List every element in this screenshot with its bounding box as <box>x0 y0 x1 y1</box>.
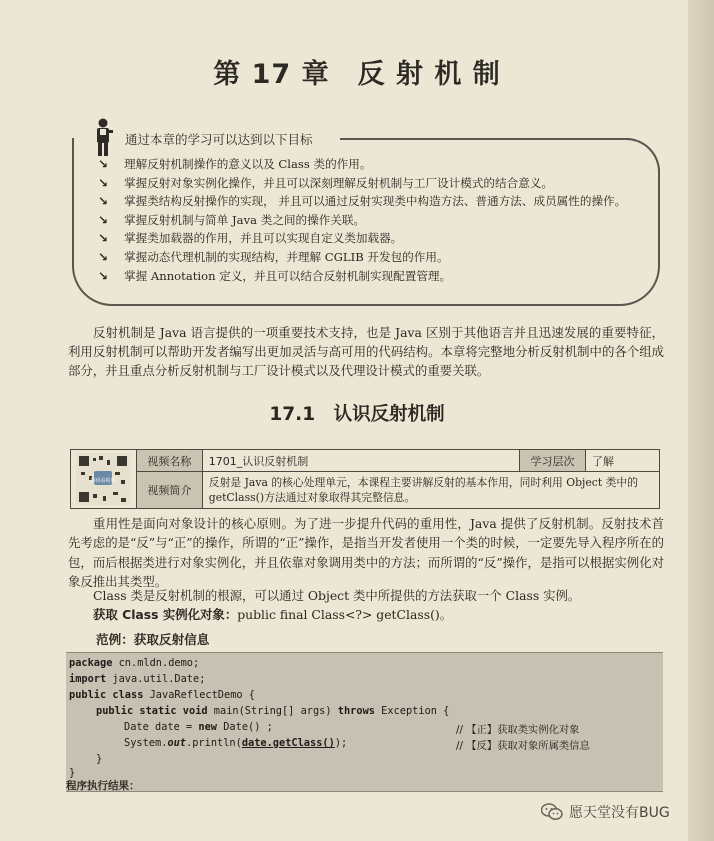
video-level-label: 学习层次 <box>520 450 586 472</box>
goals-frame-topline <box>340 138 630 140</box>
goal-text: 理解反射机制操作的意义以及 Class 类的作用。 <box>124 157 372 171</box>
goal-item <box>98 211 643 230</box>
arrow-bullet-icon: ↘ <box>98 212 109 227</box>
code-line: package cn.mldn.demo; <box>69 657 200 669</box>
goal-text: 掌握类加载器的作用，并且可以实现自定义类加载器。 <box>124 231 403 246</box>
goal-item <box>98 192 643 211</box>
goals-list <box>98 155 643 285</box>
arrow-bullet-icon: ↘ <box>98 249 109 264</box>
qr-caption: 扫码看视频 <box>90 478 116 484</box>
intro-paragraph: 反射机制是 Java 语言提供的一项重要技术支持，也是 Java 区别于其他语言并且迅速发展的重要特征，利用反射机制可以帮助开发者编写出更加灵活与高可用的代码结构。本章将完整地分析反射机制中的各个组成部分，并且重点分析反射机制与工厂设计模式以及代理设计模式的重要关联。 <box>68 325 664 379</box>
goal-text: 掌握 Annotation 定义，并且可以结合反射机制实现配置管理。 <box>124 268 452 283</box>
video-intro-label: 视频简介 <box>136 472 202 509</box>
video-name-value: 1701_认识反射机制 <box>202 450 519 472</box>
body-paragraph-getclass <box>93 605 663 624</box>
watermark-text: 愿天堂没有BUG <box>569 805 670 821</box>
code-line: } <box>69 767 76 779</box>
teacher-figure-icon <box>92 118 114 158</box>
wechat-icon <box>541 803 563 821</box>
result-label: 程序执行结果： <box>66 780 140 792</box>
goal-item <box>98 248 643 267</box>
video-info-table <box>70 449 660 509</box>
goal-text: 掌握类结构反射操作的实现， 并且可以通过反射实现类中构造方法、普通方法、成员属性的操作。 <box>124 194 627 209</box>
body-paragraph-reuse: 重用性是面向对象设计的核心原则。为了进一步提升代码的重用性，Java 提供了反射机制。反射技术首先考虑的是“反”与“正”的操作，所谓的“正”操作，是指当开发者使用一个类的时候，一定要先导入程序所在的包，而后根据类进行对象实例化，并且依靠对象调用类中的方法；而所谓的“反”操作，是指可以根据实例化对象反推出其类型。 <box>68 516 664 590</box>
chapter-title: 第 17 章 反 射 机 制 <box>213 59 501 90</box>
goal-item <box>98 174 643 193</box>
goal-item <box>98 267 643 286</box>
code-line: public static void main(String[] args) throws Exception { <box>96 705 450 717</box>
arrow-bullet-icon: ↘ <box>98 157 109 171</box>
code-comment: // 【正】获取类实例化对象 <box>456 724 580 736</box>
code-line: Date date = new Date() ; <box>124 721 273 733</box>
goal-item <box>98 229 643 248</box>
qr-code-icon[interactable] <box>75 452 131 506</box>
code-comment: // 【反】获取对象所属类信息 <box>456 740 590 752</box>
example-title: 范例：获取反射信息 <box>96 632 210 647</box>
code-line: import java.util.Date; <box>69 673 206 685</box>
video-level-value: 了解 <box>585 450 659 472</box>
code-line: public class JavaReflectDemo { <box>69 689 255 701</box>
code-block <box>66 652 663 792</box>
section-title: 17.1 认识反射机制 <box>269 404 445 425</box>
arrow-bullet-icon: ↘ <box>98 268 109 283</box>
goal-item <box>98 155 643 174</box>
video-name-label: 视频名称 <box>136 450 202 472</box>
code-line: System.out.println(date.getClass()); <box>124 737 348 749</box>
arrow-bullet-icon: ↘ <box>98 175 109 190</box>
goal-text: 掌握反射机制与简单 Java 类之间的操作关联。 <box>124 212 366 227</box>
goals-header: 通过本章的学习可以达到以下目标 <box>125 132 313 147</box>
goal-text: 掌握反射对象实例化操作，并且可以深刻理解反射机制与工厂设计模式的结合意义。 <box>124 175 553 190</box>
getclass-label: 获取 Class 实例化对象： <box>93 607 238 622</box>
code-line: } <box>96 753 103 765</box>
qr-code-cell[interactable] <box>71 450 137 509</box>
body-paragraph-class: Class 类是反射机制的根源，可以通过 Object 类中所提供的方法获取一个 Class 实例。 <box>93 588 581 603</box>
video-intro-value: 反射是 Java 的核心处理单元，本课程主要讲解反射的基本作用，同时利用 Object 类中的 getClass()方法通过对象取得其完整信息。 <box>202 472 659 509</box>
arrow-bullet-icon: ↘ <box>98 231 109 246</box>
arrow-bullet-icon: ↘ <box>98 194 109 209</box>
getclass-signature: public final Class<?> getClass()。 <box>237 607 453 622</box>
goal-text: 掌握动态代理机制的实现结构，并理解 CGLIB 开发包的作用。 <box>124 249 449 264</box>
watermark <box>541 800 670 824</box>
